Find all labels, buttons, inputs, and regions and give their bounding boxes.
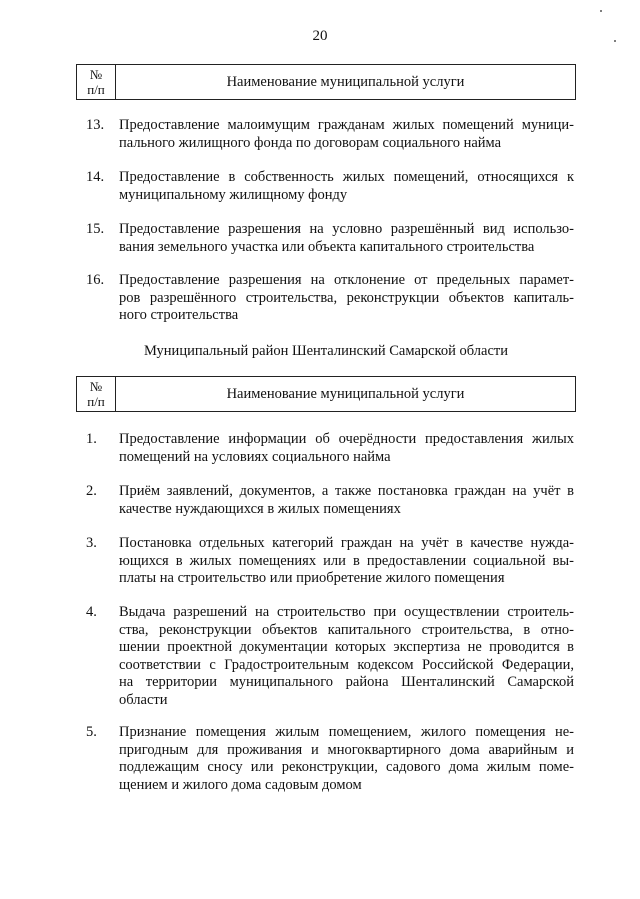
item-text-line: соответствии с Градостроительным кодексом Российской Федерации, xyxy=(119,656,574,673)
header-num-cell xyxy=(77,377,116,411)
item-text-line: Предоставление разрешения на отклонение от предельных парамет- xyxy=(119,272,574,288)
item-number: 14. xyxy=(86,169,105,185)
list-item xyxy=(86,272,574,325)
item-text-line: Предоставление в собственность жилых помещений, относящихся к xyxy=(119,169,574,185)
item-text-line: ства, реконструкции объектов капитального строительства, в отно- xyxy=(119,621,574,638)
table-header-1 xyxy=(76,64,576,100)
list-item xyxy=(86,535,574,588)
item-text xyxy=(119,117,574,152)
section-title: Муниципальный район Шенталинский Самарской области xyxy=(144,343,508,359)
page-number: 20 xyxy=(312,28,328,44)
item-text xyxy=(119,483,574,518)
item-text-line: помещений на условиях социального найма xyxy=(119,448,391,465)
item-text-line: Выдача разрешений на строительство при осуществлении строитель- xyxy=(119,604,574,620)
table-header-2 xyxy=(76,376,576,412)
header-num-cell xyxy=(77,65,116,99)
item-text-line: ного строительства xyxy=(119,307,239,323)
list-item xyxy=(86,483,574,518)
item-text-line: пригодным для проживания и многоквартирного дома аварийным и xyxy=(119,741,574,758)
item-text xyxy=(119,169,574,204)
item-text-line: Признание помещения жилым помещением, жилого помещения не- xyxy=(119,724,574,740)
item-number: 1. xyxy=(86,431,97,447)
list-item xyxy=(86,724,574,794)
item-text-line: пального жилищного фонда по договорам социального найма xyxy=(119,134,502,151)
item-text xyxy=(119,535,574,588)
scan-speck xyxy=(614,40,616,42)
item-number: 16. xyxy=(86,272,105,288)
item-text-line: области xyxy=(119,691,168,708)
item-text-line: Предоставление малоимущим гражданам жилых помещений муници- xyxy=(119,117,574,133)
header-num-symbol: № xyxy=(89,379,103,394)
header-num-abbr: п/п xyxy=(87,394,105,409)
item-number: 3. xyxy=(86,535,97,551)
item-text-line: Предоставление разрешения на условно разрешённый вид использо- xyxy=(119,221,574,237)
item-text-line: муниципальному жилищному фонду xyxy=(119,186,348,203)
item-text xyxy=(119,604,574,709)
item-text-line: ров разрешённого строительства, реконструкции объектов капиталь- xyxy=(119,289,574,306)
item-text-line: на территории муниципального района Шенталинский Самарской xyxy=(119,674,574,690)
item-number: 2. xyxy=(86,483,97,499)
header-num-symbol: № xyxy=(89,67,103,82)
header-name-cell: Наименование муниципальной услуги xyxy=(226,73,465,90)
list-item xyxy=(86,431,574,466)
list-item xyxy=(86,169,574,204)
item-text-line: щением и жилого дома садовым домом xyxy=(119,776,362,793)
item-text xyxy=(119,221,574,256)
item-text-line: Приём заявлений, документов, а также постановка граждан на учёт в xyxy=(119,483,574,499)
item-text xyxy=(119,272,574,325)
item-number: 13. xyxy=(86,117,105,133)
item-text-line: Постановка отдельных категорий граждан на учёт в качестве нужда- xyxy=(119,535,574,551)
item-number: 4. xyxy=(86,604,97,620)
item-text-line: платы на строительство или приобретение жилого помещения xyxy=(119,570,505,586)
item-text-line: качестве нуждающихся в жилых помещениях xyxy=(119,500,401,517)
list-item xyxy=(86,117,574,152)
item-number: 5. xyxy=(86,724,97,740)
header-name-cell: Наименование муниципальной услуги xyxy=(226,385,465,402)
item-text xyxy=(119,724,574,794)
item-number: 15. xyxy=(86,221,105,237)
scan-speck xyxy=(600,10,602,12)
item-text-line: шении проектной документации которых экспертиза не проводится в xyxy=(119,639,574,655)
item-text-line: подлежащим сносу или реконструкции, садового дома жилым поме- xyxy=(119,759,574,775)
list-item xyxy=(86,604,574,709)
item-text xyxy=(119,431,574,466)
item-text-line: Предоставление информации об очерёдности предоставления жилых xyxy=(119,431,574,447)
header-num-abbr: п/п xyxy=(87,82,105,97)
item-text-line: вания земельного участка или объекта капитального строительства xyxy=(119,238,535,255)
item-text-line: ющихся в жилых помещениях или в предоставлении социальной вы- xyxy=(119,552,574,569)
list-item xyxy=(86,221,574,256)
